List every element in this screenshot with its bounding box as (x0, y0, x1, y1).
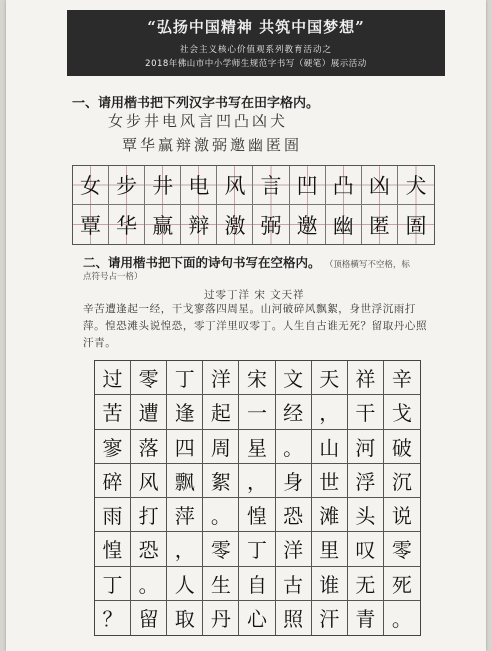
fangge-cell: 身 (276, 464, 312, 498)
tianzige-cell: 幽 (326, 205, 362, 244)
fangge-cell: 心 (239, 601, 275, 635)
tianzige-cell: 赢 (145, 205, 181, 244)
banner-title: “弘扬中国精神 共筑中国梦想” (147, 18, 365, 36)
fangge-cell: 洋 (203, 361, 239, 395)
tianzige-cell: 步 (109, 166, 145, 205)
fangge-cell: 飘 (167, 464, 203, 498)
tianzige-cell: 言 (253, 166, 289, 205)
fangge-grid (94, 360, 421, 636)
fangge-cell: 古 (276, 567, 312, 601)
fangge-cell: ， (167, 532, 203, 566)
fangge-cell: 丹 (203, 601, 239, 635)
fangge-cell: 祥 (348, 361, 384, 395)
fangge-cell: 宋 (239, 361, 275, 395)
calligraphy-sheet (6, 0, 486, 651)
fangge-cell: 留 (131, 601, 167, 635)
fangge-cell: 说 (384, 498, 420, 532)
tianzige-cell: 邀 (290, 205, 326, 244)
fangge-cell: 零 (384, 532, 420, 566)
banner-subtitle: 社会主义核心价值观系列教育活动之 (179, 45, 332, 55)
fangge-cell: 丁 (239, 532, 275, 566)
fangge-cell: 遭 (131, 395, 167, 429)
tianzige-cell: 激 (217, 205, 253, 244)
fangge-cell: 打 (131, 498, 167, 532)
fangge-cell: 浮 (348, 464, 384, 498)
fangge-cell: 零 (131, 361, 167, 395)
fangge-cell: 碎 (95, 464, 131, 498)
fangge-cell: ， (312, 395, 348, 429)
section1-reference-row-2: 覃华赢辩激弼邀幽匿圄 (122, 136, 303, 154)
fangge-cell: 寥 (95, 430, 131, 464)
section1-heading: 一、请用楷书把下列汉字书写在田字格内。 (72, 96, 320, 111)
fangge-cell: 汗 (312, 601, 348, 635)
fangge-cell: 死 (384, 567, 420, 601)
fangge-cell: 戈 (384, 395, 420, 429)
fangge-cell: ？ (95, 601, 131, 635)
fangge-cell: 风 (131, 464, 167, 498)
section2-heading-text: 二、请用楷书把下面的诗句书写在空格内。 (83, 255, 321, 270)
tianzige-cell: 凸 (326, 166, 362, 205)
fangge-cell: 世 (312, 464, 348, 498)
fangge-cell: 滩 (312, 498, 348, 532)
section2-note-2: 点符号占一格） (83, 272, 143, 282)
fangge-cell: 文 (276, 361, 312, 395)
tianzige-cell: 女 (73, 166, 109, 205)
section2-heading (83, 253, 410, 271)
poem-text: 辛苦遭逢起一经，干戈寥落四周星。山河破碎风飘絮，身世浮沉雨打萍。惶恐滩头说惶恐，零丁洋里叹零丁。人生自古谁无死？留取丹心照汗青。 (83, 303, 428, 349)
fangge-cell: 生 (203, 567, 239, 601)
fangge-cell: 起 (203, 395, 239, 429)
tianzige-cell: 圄 (398, 205, 434, 244)
fangge-cell: 破 (384, 430, 420, 464)
fangge-cell: 河 (348, 430, 384, 464)
banner-event-name: 2018年佛山市中小学师生规范字书写（硬笔）展示活动 (145, 59, 367, 69)
section1-reference-row-1: 女步井电风言凹凸凶犬 (108, 112, 289, 130)
fangge-cell: 沉 (384, 464, 420, 498)
fangge-cell: 四 (167, 430, 203, 464)
fangge-cell: 苦 (95, 395, 131, 429)
fangge-cell: 干 (348, 395, 384, 429)
fangge-cell: 谁 (312, 567, 348, 601)
tianzige-cell: 弼 (253, 205, 289, 244)
tianzige-grid (72, 165, 435, 245)
fangge-cell: 。 (131, 567, 167, 601)
fangge-cell: 山 (312, 430, 348, 464)
fangge-cell: 周 (203, 430, 239, 464)
fangge-cell: 絮 (203, 464, 239, 498)
fangge-cell: 恐 (131, 532, 167, 566)
fangge-cell: 萍 (167, 498, 203, 532)
tianzige-cell: 井 (145, 166, 181, 205)
fangge-cell: 逢 (167, 395, 203, 429)
fangge-cell: 过 (95, 361, 131, 395)
fangge-cell: 自 (239, 567, 275, 601)
tianzige-cell: 匿 (362, 205, 398, 244)
fangge-cell: 青 (348, 601, 384, 635)
fangge-cell: 丁 (167, 361, 203, 395)
fangge-cell: ， (239, 464, 275, 498)
fangge-cell: 恐 (276, 498, 312, 532)
tianzige-cell: 覃 (73, 205, 109, 244)
section2-note-1: （顶格横写不空格，标 (324, 260, 410, 270)
poem-title: 过零丁洋 宋 文天祥 (204, 289, 305, 301)
tianzige-cell: 凹 (290, 166, 326, 205)
tianzige-cell: 凶 (362, 166, 398, 205)
fangge-cell: 雨 (95, 498, 131, 532)
fangge-cell: 无 (348, 567, 384, 601)
fangge-cell: 惶 (95, 532, 131, 566)
fangge-cell: 里 (312, 532, 348, 566)
fangge-cell: 丁 (95, 567, 131, 601)
header-banner (67, 10, 445, 76)
fangge-cell: 落 (131, 430, 167, 464)
fangge-cell: 照 (276, 601, 312, 635)
fangge-cell: 。 (276, 430, 312, 464)
fangge-cell: 辛 (384, 361, 420, 395)
fangge-cell: 取 (167, 601, 203, 635)
fangge-cell: 。 (391, 607, 412, 632)
tianzige-cell: 犬 (398, 166, 434, 205)
fangge-cell: 头 (348, 498, 384, 532)
fangge-cell: 零 (203, 532, 239, 566)
fangge-cell: 洋 (276, 532, 312, 566)
fangge-cell: 经 (276, 395, 312, 429)
fangge-cell: 一 (239, 395, 275, 429)
tianzige-cell: 风 (217, 166, 253, 205)
fangge-cell: 。 (203, 498, 239, 532)
fangge-cell: 星 (239, 430, 275, 464)
fangge-cell: 天 (312, 361, 348, 395)
tianzige-cell: 电 (181, 166, 217, 205)
tianzige-cell: 辩 (181, 205, 217, 244)
fangge-cell: 惶 (239, 498, 275, 532)
fangge-cell: 叹 (348, 532, 384, 566)
tianzige-cell: 华 (109, 205, 145, 244)
fangge-cell: 人 (167, 567, 203, 601)
